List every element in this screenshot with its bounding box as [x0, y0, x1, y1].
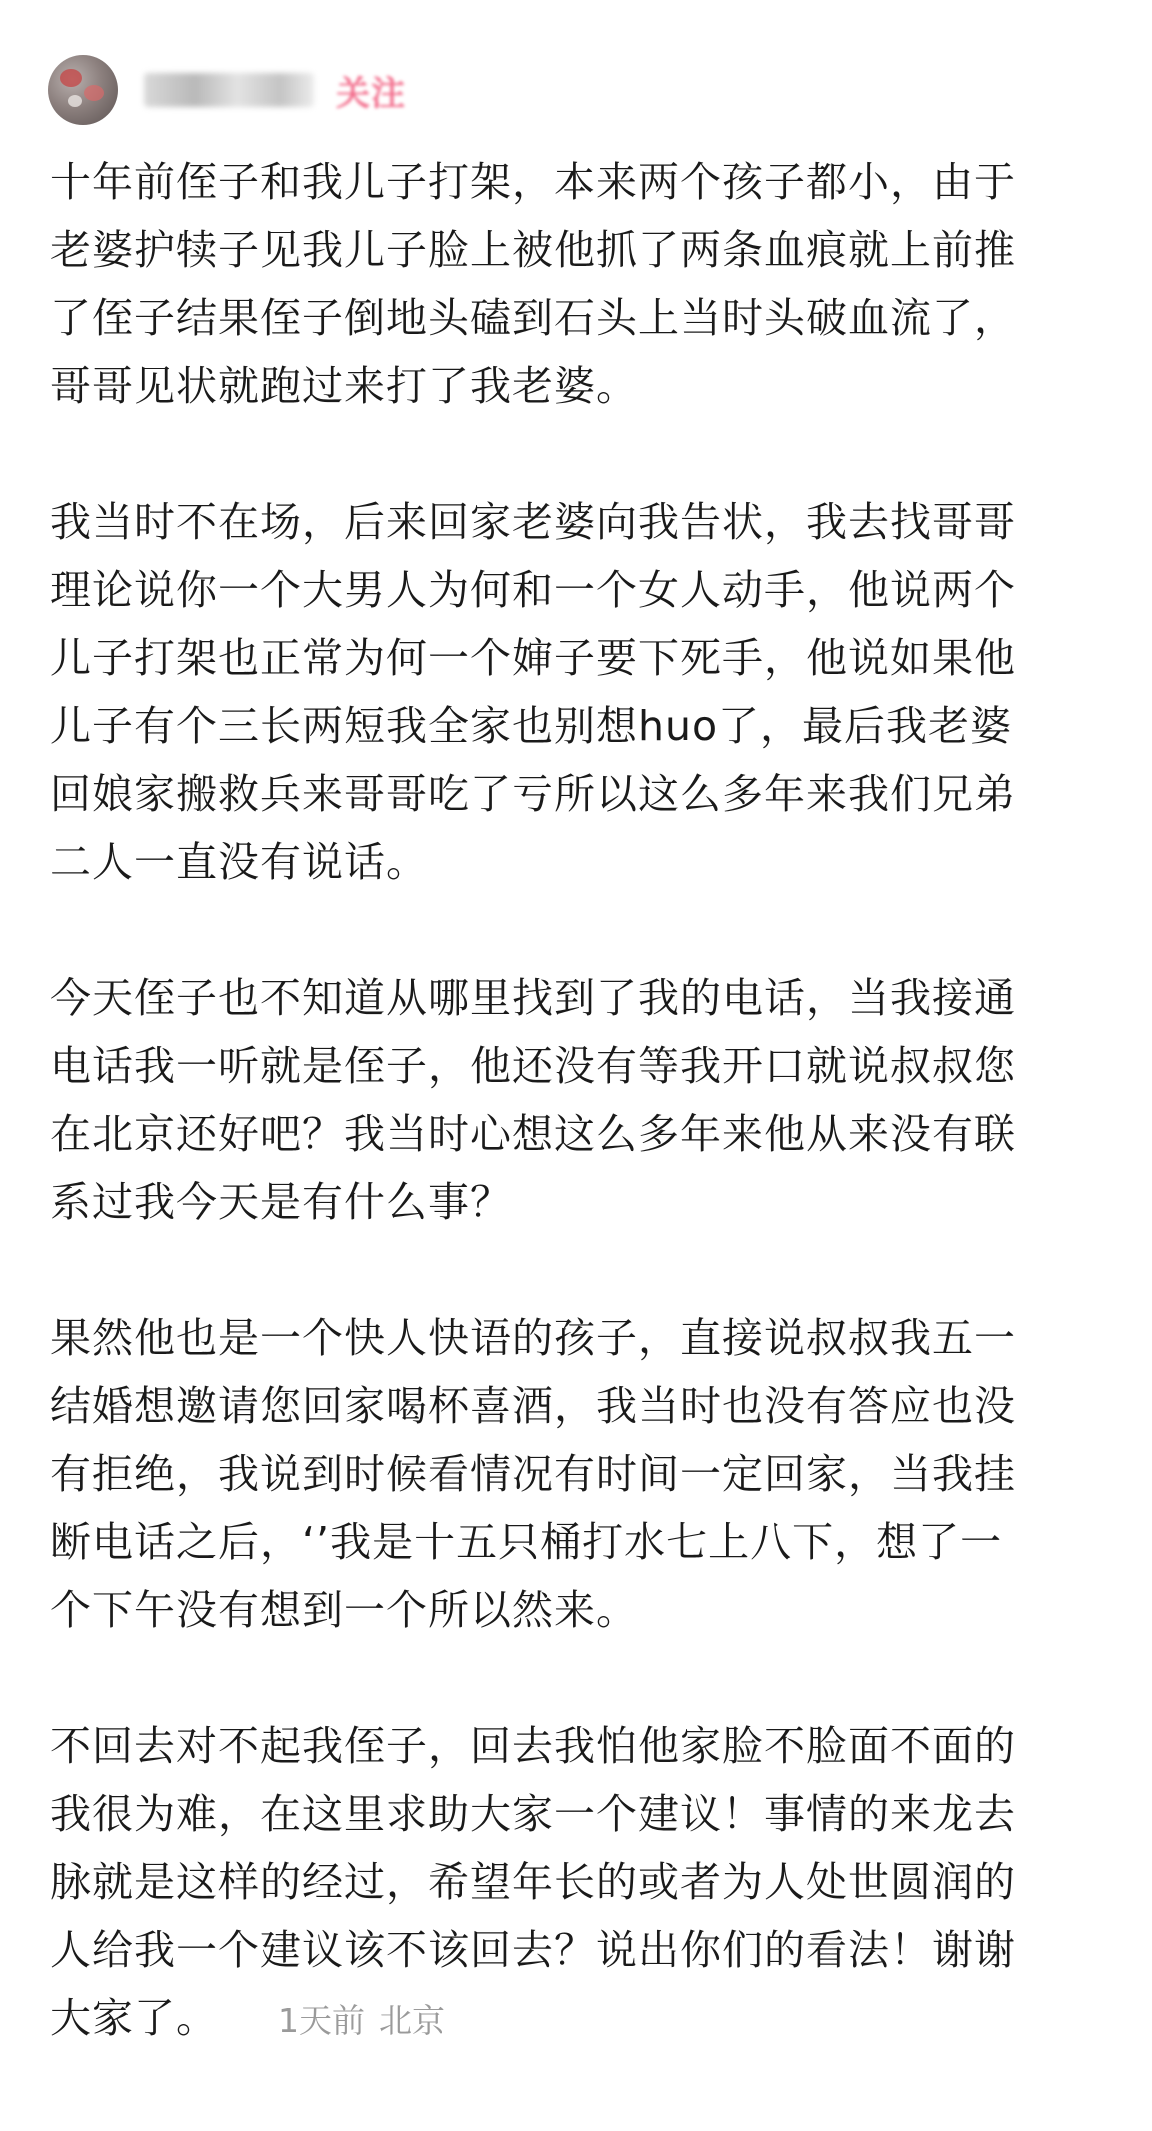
post-paragraph: 十年前侄子和我儿子打架，本来两个孩子都小，由于 老婆护犊子见我儿子脸上被他抓了两条血痕就上前推 了侄子结果侄子倒地头磕到石头上当时头破血流了， 哥哥见状就跑过来打了我老婆。 — [50, 158, 1016, 410]
post-paragraph-last — [50, 1712, 1110, 2055]
avatar[interactable] — [48, 55, 118, 125]
post-paragraph: 果然他也是一个快人快语的孩子，直接说叔叔我五一 结婚想邀请您回家喝杯喜酒，我当时也没有答应也没 有拒绝，我说到时候看情况有时间一定回家，当我挂 断电话之后，‘’我是十五只桶打水七上八下，想了一 个下午没有想到一个所以然来。 — [50, 1314, 1016, 1634]
post-meta — [278, 2001, 445, 2040]
post-paragraph-text: 不回去对不起我侄子，回去我怕他家脸不脸面不面的 我很为难，在这里求助大家一个建议！事情的来龙去 脉就是这样的经过，希望年长的或者为人处世圆润的 人给我一个建议该不该回去？说出你们的看法！谢谢 大家了。 — [50, 1722, 1016, 2042]
username[interactable] — [144, 73, 314, 107]
post-location: 北京 — [379, 2001, 445, 2040]
post-time: 1天前 — [278, 2001, 365, 2040]
avatar-blot — [60, 69, 82, 87]
post-header — [48, 52, 406, 128]
avatar-blot — [84, 85, 104, 101]
post-paragraph: 今天侄子也不知道从哪里找到了我的电话，当我接通 电话我一听就是侄子，他还没有等我开口就说叔叔您 在北京还好吧？我当时心想这么多年来他从来没有联 系过我今天是有什么事？ — [50, 974, 1016, 1226]
avatar-blot — [68, 95, 82, 107]
post-body — [50, 148, 1110, 2055]
follow-button[interactable]: 关注 — [336, 73, 406, 114]
post-paragraph: 我当时不在场，后来回家老婆向我告状，我去找哥哥 理论说你一个大男人为何和一个女人动手，他说两个 儿子打架也正常为何一个婶子要下死手，他说如果他 儿子有个三长两短我全家也别想huo了，最后我老婆 回娘家搬救兵来哥哥吃了亏所以这么多年来我们兄弟 二人一直没有说话。 — [50, 498, 1016, 886]
